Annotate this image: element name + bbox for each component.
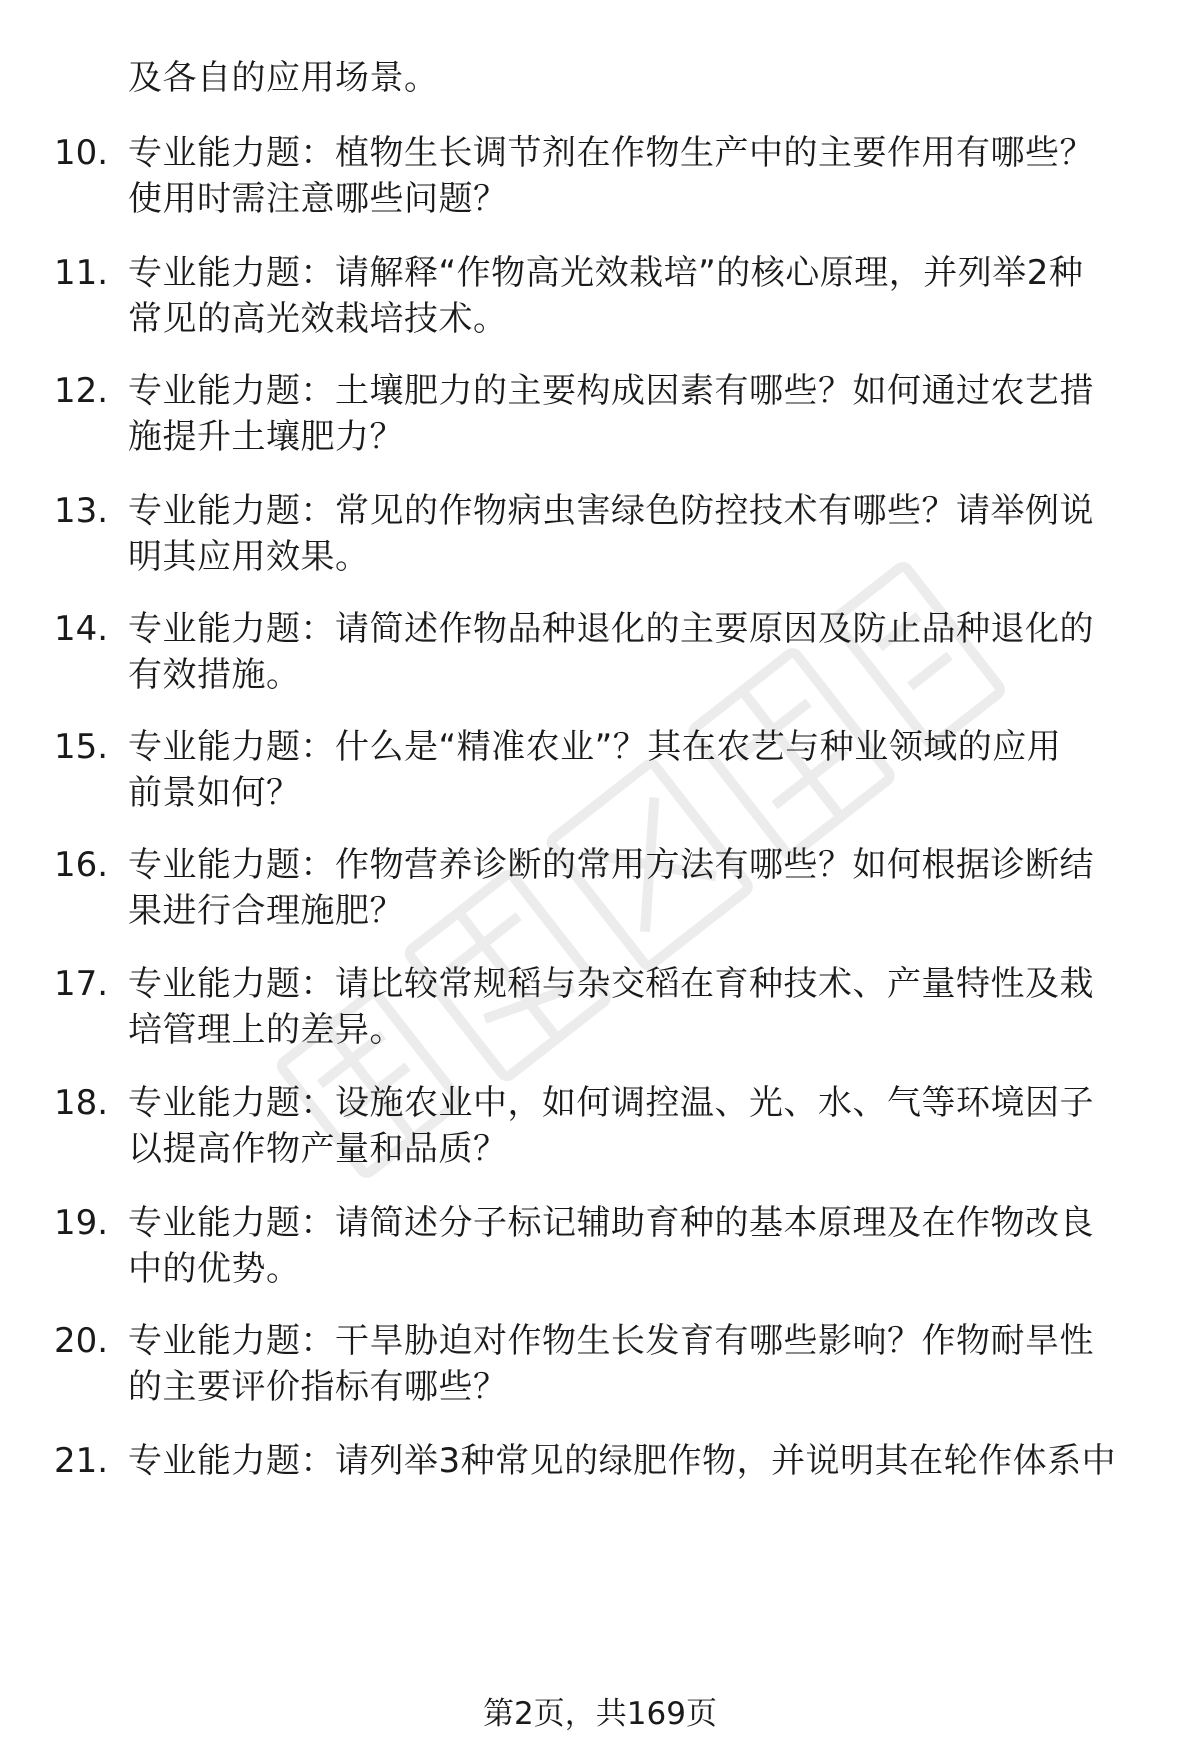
question-line: 专业能力题：请比较常规稻与杂交稻在育种技术、产量特性及栽 (128, 964, 1094, 1004)
question-line: 常见的高光效栽培技术。 (128, 299, 508, 339)
question-number: 20. (54, 1321, 109, 1361)
question-number: 21. (54, 1441, 109, 1481)
question-line: 专业能力题：常见的作物病虫害绿色防控技术有哪些？请举例说 (128, 491, 1094, 531)
question-line: 专业能力题：土壤肥力的主要构成因素有哪些？如何通过农艺措 (128, 371, 1094, 411)
question-line: 果进行合理施肥？ (128, 891, 404, 931)
question-line: 专业能力题：请简述作物品种退化的主要原因及防止品种退化的 (128, 609, 1094, 649)
question-line: 培管理上的差异。 (128, 1010, 404, 1050)
question-line: 专业能力题：请简述分子标记辅助育种的基本原理及在作物改良 (128, 1203, 1094, 1243)
question-number: 11. (54, 253, 109, 293)
question-line: 使用时需注意哪些问题？ (128, 179, 508, 219)
question-line: 中的优势。 (128, 1249, 301, 1289)
question-number: 10. (54, 133, 109, 173)
question-line: 专业能力题：植物生长调节剂在作物生产中的主要作用有哪些？ (128, 133, 1094, 173)
question-line: 专业能力题：干旱胁迫对作物生长发育有哪些影响？作物耐旱性 (128, 1321, 1094, 1361)
question-line: 前景如何？ (128, 773, 301, 813)
question-number: 18. (54, 1083, 109, 1123)
question-number: 15. (54, 727, 109, 767)
question-line: 专业能力题：什么是“精准农业”？其在农艺与种业领域的应用 (128, 727, 1062, 767)
page-footer: 第2页，共169页 (483, 1696, 717, 1732)
question-line: 施提升土壤肥力？ (128, 417, 404, 457)
continuation-line: 及各自的应用场景。 (128, 58, 439, 98)
question-line: 以提高作物产量和品质？ (128, 1129, 508, 1169)
question-line: 有效措施。 (128, 655, 301, 695)
question-number: 14. (54, 609, 109, 649)
question-number: 12. (54, 371, 109, 411)
question-line: 专业能力题：请解释“作物高光效栽培”的核心原理，并列举2种 (128, 253, 1084, 293)
question-number: 17. (54, 964, 109, 1004)
question-line: 专业能力题：请列举3种常见的绿肥作物，并说明其在轮作体系中 (128, 1441, 1117, 1481)
question-line: 明其应用效果。 (128, 537, 370, 577)
question-line: 的主要评价指标有哪些？ (128, 1367, 508, 1407)
question-line: 专业能力题：作物营养诊断的常用方法有哪些？如何根据诊断结 (128, 845, 1094, 885)
question-line: 专业能力题：设施农业中，如何调控温、光、水、气等环境因子 (128, 1083, 1094, 1123)
question-number: 13. (54, 491, 109, 531)
question-number: 19. (54, 1203, 109, 1243)
question-number: 16. (54, 845, 109, 885)
